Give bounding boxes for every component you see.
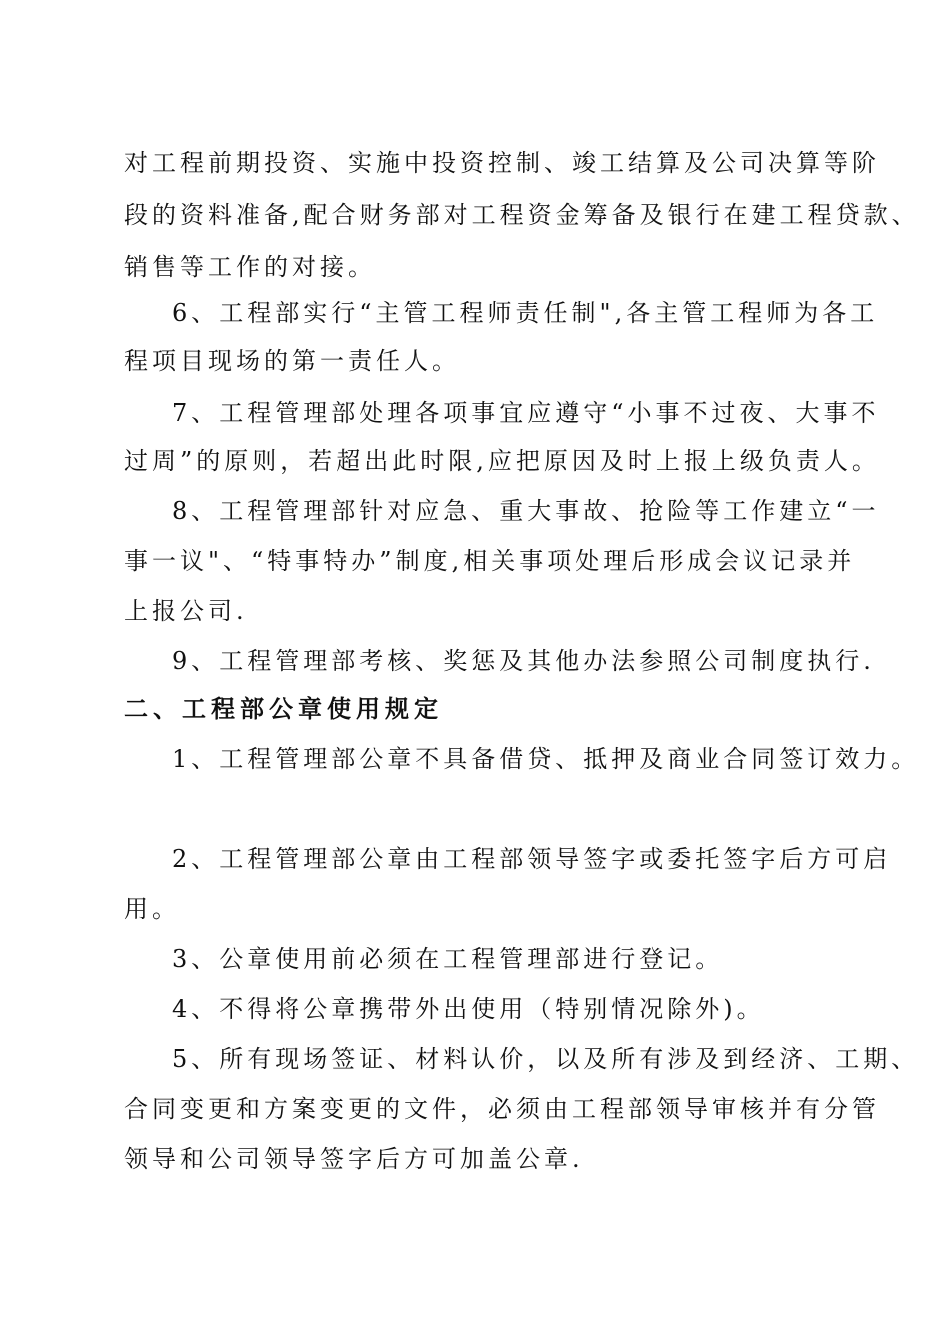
rule-4-line: 4、不得将公章携带外出使用（特别情况除外)。 bbox=[172, 995, 765, 1023]
text-line: 上报公司. bbox=[124, 597, 248, 625]
rule-1-line: 1、工程管理部公章不具备借贷、抵押及商业合同签订效力。 bbox=[172, 745, 920, 773]
section-heading: 二、工程部公章使用规定 bbox=[124, 695, 443, 723]
text-line: 过周”的原则，若超出此时限,应把原因及时上报上级负责人。 bbox=[124, 447, 880, 475]
paragraph-6-line: 6、工程部实行“主管工程师责任制",各主管工程师为各工 bbox=[172, 299, 879, 327]
text-line: 段的资料准备,配合财务部对工程资金筹备及银行在建工程贷款、 bbox=[124, 201, 920, 229]
text-line: 销售等工作的对接。 bbox=[124, 253, 376, 281]
paragraph-8-line: 8、工程管理部针对应急、重大事故、抢险等工作建立“一 bbox=[172, 497, 880, 525]
paragraph-7-line: 7、工程管理部处理各项事宜应遵守“小事不过夜、大事不 bbox=[172, 399, 880, 427]
rule-2-line: 2、工程管理部公章由工程部领导签字或委托签字后方可启 bbox=[172, 845, 892, 873]
text-line: 程项目现场的第一责任人。 bbox=[124, 347, 460, 375]
paragraph-9-line: 9、工程管理部考核、奖惩及其他办法参照公司制度执行. bbox=[172, 647, 875, 675]
rule-3-line: 3、公章使用前必须在工程管理部进行登记。 bbox=[172, 945, 724, 973]
text-line: 合同变更和方案变更的文件，必须由工程部领导审核并有分管 bbox=[124, 1095, 880, 1123]
text-line: 对工程前期投资、实施中投资控制、竣工结算及公司决算等阶 bbox=[124, 149, 880, 177]
text-line: 用。 bbox=[124, 895, 180, 923]
rule-5-line: 5、所有现场签证、材料认价，以及所有涉及到经济、工期、 bbox=[172, 1045, 920, 1073]
text-line: 领导和公司领导签字后方可加盖公章. bbox=[124, 1145, 584, 1173]
text-line: 事一议"、“特事特办”制度,相关事项处理后形成会议记录并 bbox=[124, 547, 856, 575]
